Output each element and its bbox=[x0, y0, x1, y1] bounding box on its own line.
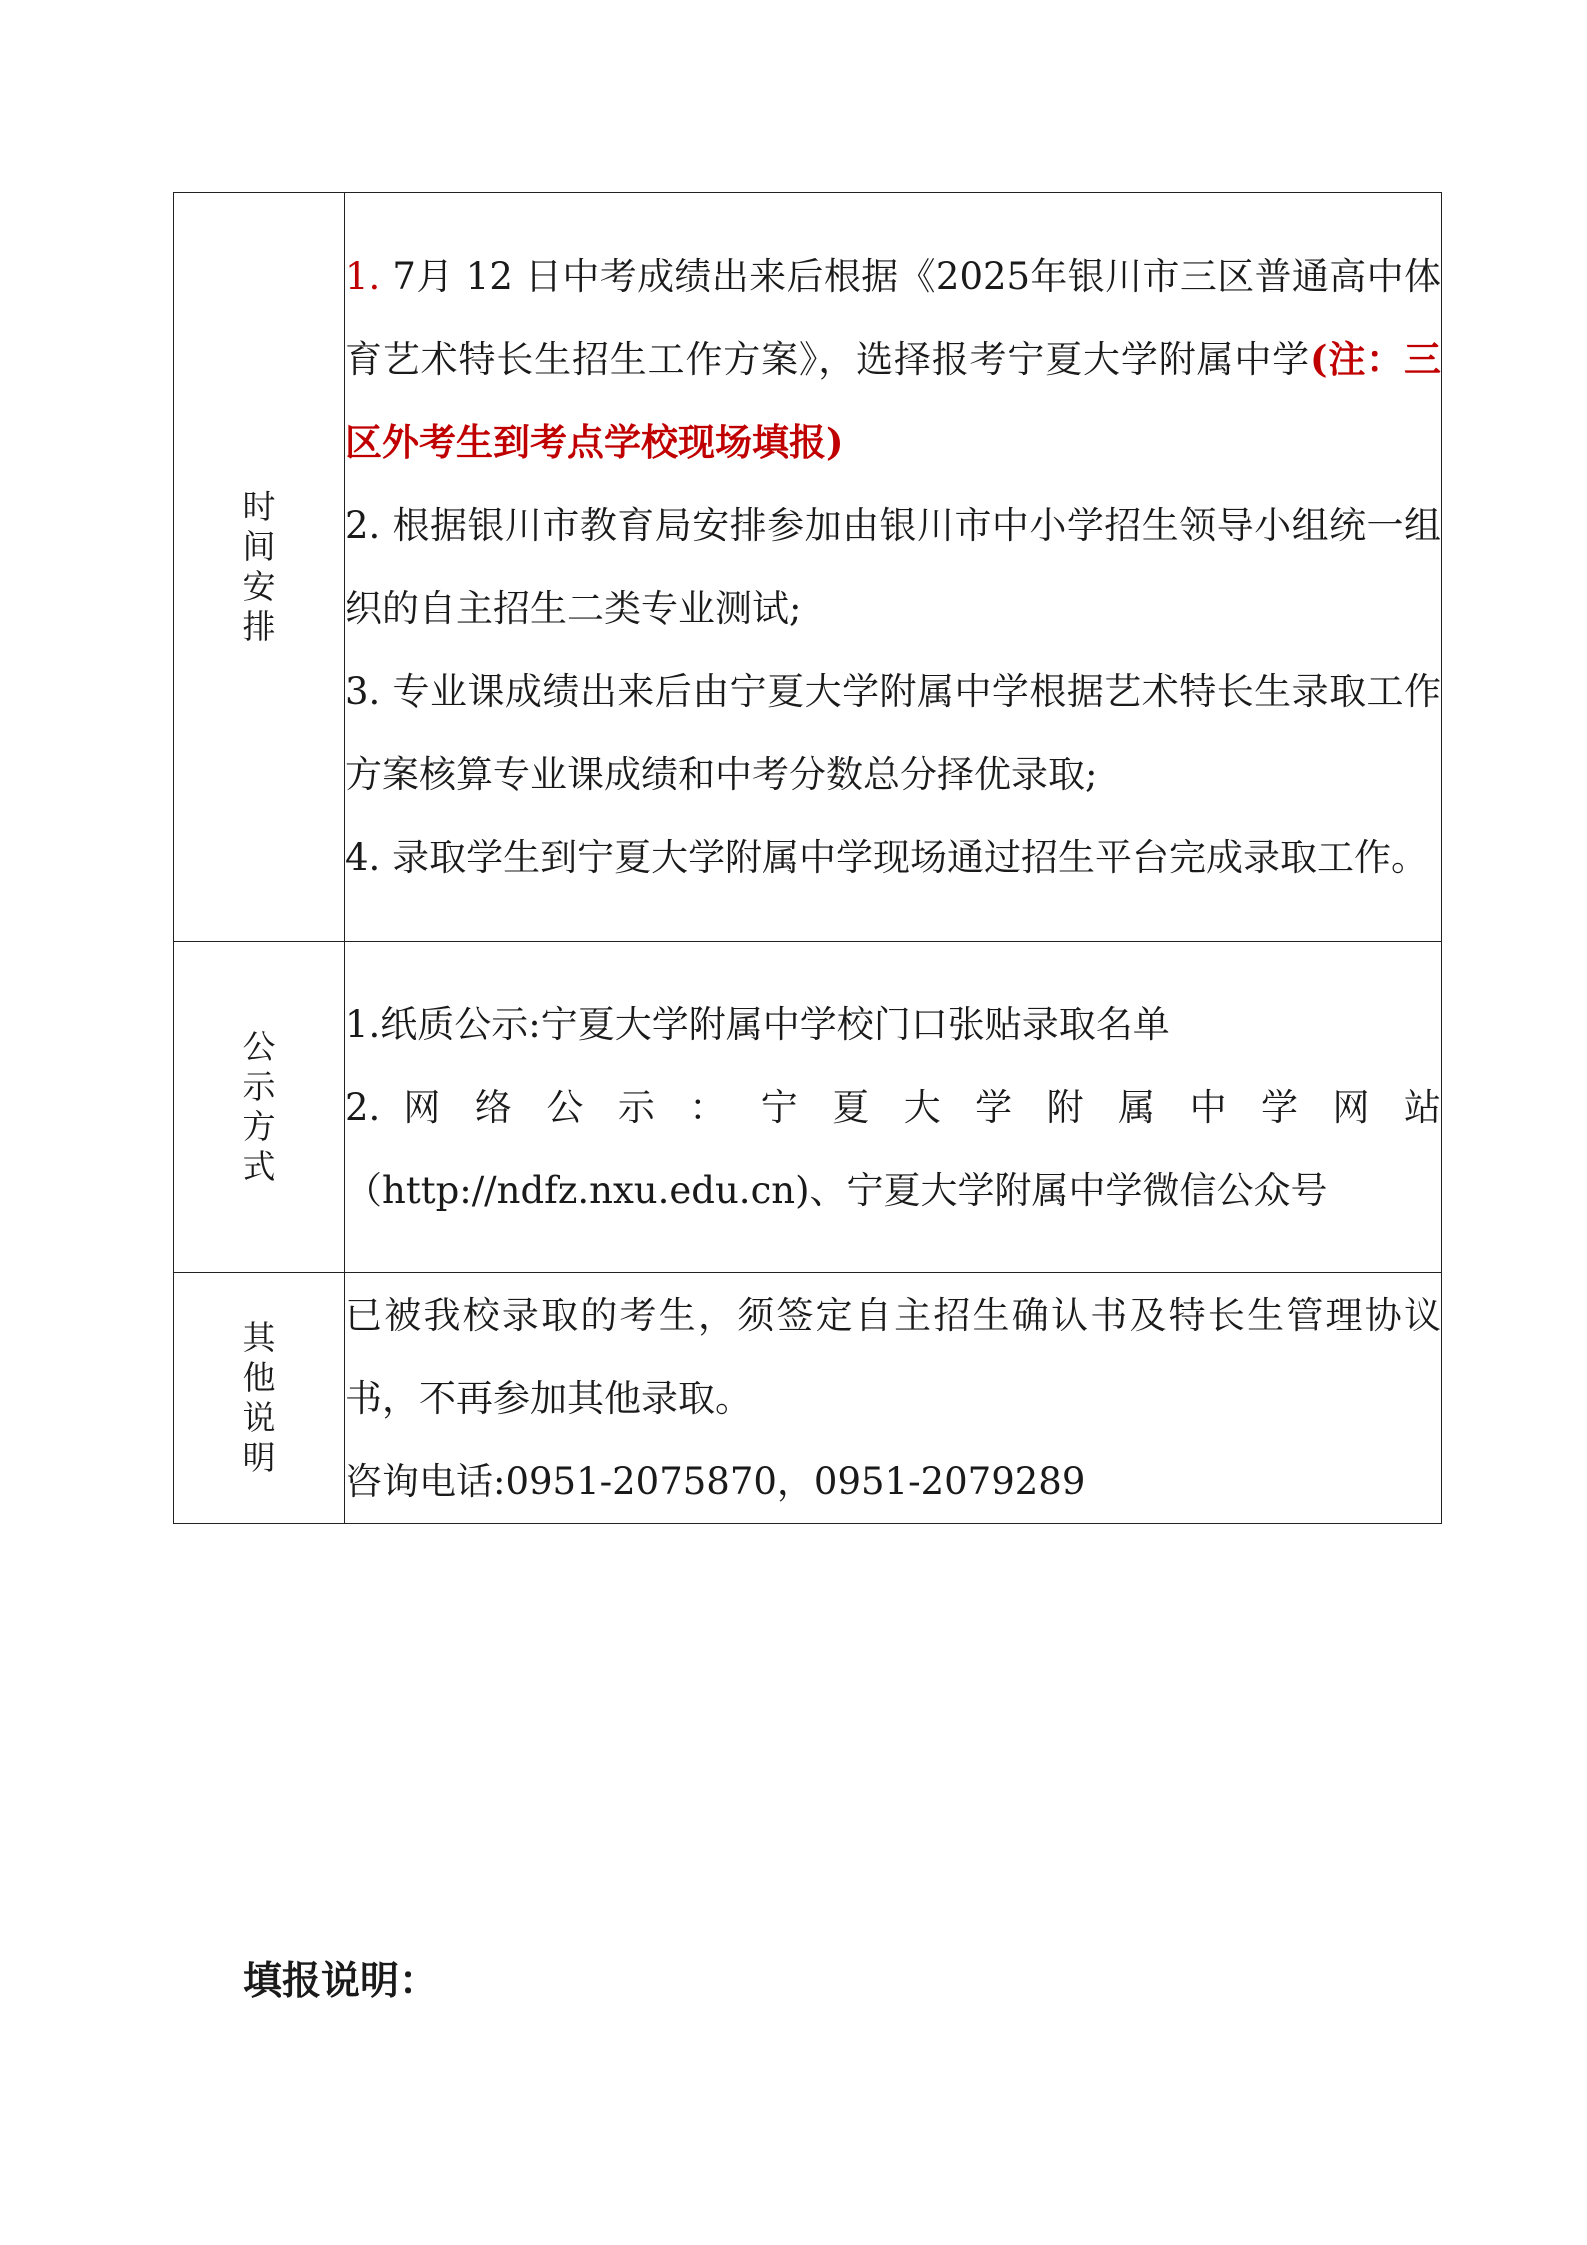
row-label-cell bbox=[174, 1273, 345, 1524]
row-label-cell bbox=[174, 193, 345, 942]
schedule-item-4: 4. 录取学生到宁夏大学附属中学现场通过招生平台完成录取工作。 bbox=[345, 836, 1429, 879]
table-row-publicity bbox=[174, 942, 1442, 1273]
admission-info-table bbox=[173, 192, 1442, 1524]
schedule-item-2: 2. 根据银川市教育局安排参加由银川市中小学招生领导小组统一组织的自主招生二类专业测试; bbox=[345, 504, 1441, 630]
row-label-schedule: 时间安排 bbox=[242, 486, 276, 647]
publicity-item-2-continued: （http://ndfz.nxu.edu.cn)、宁夏大学附属中学微信公众号 bbox=[345, 1168, 1328, 1212]
schedule-item-1-number: 1. bbox=[345, 255, 381, 298]
schedule-item-3: 3. 专业课成绩出来后由宁夏大学附属中学根据艺术特长生录取工作方案核算专业课成绩和中考分数总分择优录取; bbox=[345, 670, 1441, 796]
other-note: 已被我校录取的考生，须签定自主招生确认书及特长生管理协议书，不再参加其他录取。 bbox=[345, 1293, 1441, 1420]
schedule-item-1-note: (注：三区外考生到考点学校现场填报) bbox=[345, 337, 1442, 464]
row-label-publicity: 公示方式 bbox=[242, 1026, 276, 1187]
publicity-item-2: 2. 网 络 公 示 ： 宁 夏 大 学 附 属 中 学 网 站 bbox=[345, 1085, 1441, 1129]
table-row-schedule bbox=[174, 193, 1442, 942]
publicity-item-1: 1.纸质公示:宁夏大学附属中学校门口张贴录取名单 bbox=[345, 1002, 1170, 1046]
row-label-other: 其他说明 bbox=[242, 1317, 276, 1478]
row-content-other bbox=[345, 1273, 1442, 1524]
contact-phone: 咨询电话:0951-2075870，0951-2079289 bbox=[345, 1459, 1086, 1503]
schedule-item-1 bbox=[345, 235, 1441, 484]
row-content-publicity bbox=[345, 942, 1442, 1273]
section-heading-fill-instructions: 填报说明： bbox=[243, 1959, 439, 2004]
row-content-schedule bbox=[345, 193, 1442, 942]
schedule-item-1-text: 7月 12 日中考成绩出来后根据《2025年银川市三区普通高中体育艺术特长生招生工作方案》，选择报考宁夏大学附属中学 bbox=[345, 255, 1441, 381]
table-row-other bbox=[174, 1273, 1442, 1524]
row-label-cell bbox=[174, 942, 345, 1273]
